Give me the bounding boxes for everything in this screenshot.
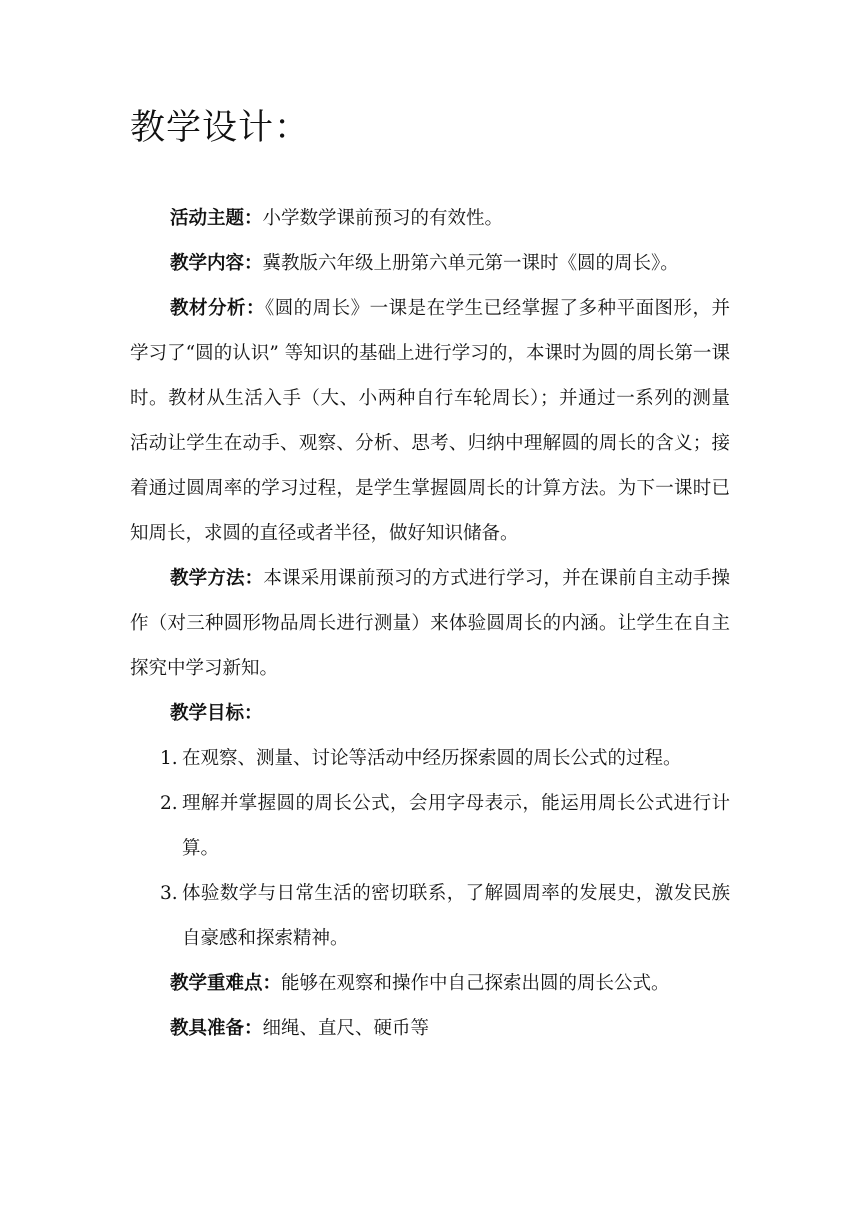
- teaching-content-label: 教学内容：: [170, 253, 263, 274]
- teaching-tools-text: 细绳、直尺、硬币等: [262, 1018, 430, 1039]
- list-item-text: 理解并掌握圆的周长公式，会用字母表示，能运用周长公式进行计算。: [182, 793, 730, 859]
- list-item-number: 1.: [160, 748, 178, 769]
- list-item-number: 2.: [160, 793, 178, 814]
- teaching-method-label: 教学方法：: [170, 568, 264, 589]
- list-item: [130, 871, 730, 961]
- list-item-number: 3.: [160, 883, 178, 904]
- list-item: [130, 781, 730, 871]
- teaching-goals-list: [130, 736, 730, 961]
- activity-theme-paragraph: [130, 196, 730, 241]
- teaching-method-text: 本课采用课前预习的方式进行学习，并在课前自主动手操作（对三种圆形物品周长进行测量）来体验圆周长的内涵。让学生在自主探究中学习新知。: [130, 568, 730, 679]
- teaching-goals-heading: [130, 691, 730, 736]
- teaching-method-paragraph: [130, 556, 730, 691]
- document-body: [130, 196, 730, 1051]
- list-item: [130, 736, 730, 781]
- activity-theme-label: 活动主题：: [170, 208, 263, 229]
- list-item-text: 在观察、测量、讨论等活动中经历探索圆的周长公式的过程。: [182, 748, 682, 769]
- list-item-text: 体验数学与日常生活的密切联系，了解圆周率的发展史，激发民族自豪感和探索精神。: [182, 883, 730, 949]
- material-analysis-label: 教材分析：: [170, 298, 265, 319]
- teaching-content-text: 冀教版六年级上册第六单元第一课时《圆的周长》。: [262, 253, 679, 274]
- document-title: 教学设计：: [130, 108, 311, 148]
- material-analysis-paragraph: [130, 286, 730, 556]
- teaching-tools-label: 教具准备：: [170, 1018, 263, 1039]
- teaching-tools-paragraph: [130, 1006, 730, 1051]
- key-points-label: 教学重难点：: [170, 973, 282, 994]
- key-points-paragraph: [130, 961, 730, 1006]
- activity-theme-text: 小学数学课前预习的有效性。: [262, 208, 504, 229]
- material-analysis-text: 《圆的周长》一课是在学生已经掌握了多种平面图形，并学习了“圆的认识” 等知识的基础上进行学习的，本课时为圆的周长第一课时。教材从生活入手（大、小两种自行车轮周长）；并通过一系列的测量活动让学生在动手、观察、分析、思考、归纳中理解圆的周长的含义；接着通过圆周率的学习过程，是学生掌握圆周长的计算方法。为下一课时已知周长，求圆的直径或者半径，做好知识储备。: [130, 298, 730, 544]
- key-points-text: 能够在观察和操作中自己探索出圆的周长公式。: [281, 973, 670, 994]
- teaching-content-paragraph: [130, 241, 730, 286]
- teaching-goals-label: 教学目标：: [170, 703, 263, 724]
